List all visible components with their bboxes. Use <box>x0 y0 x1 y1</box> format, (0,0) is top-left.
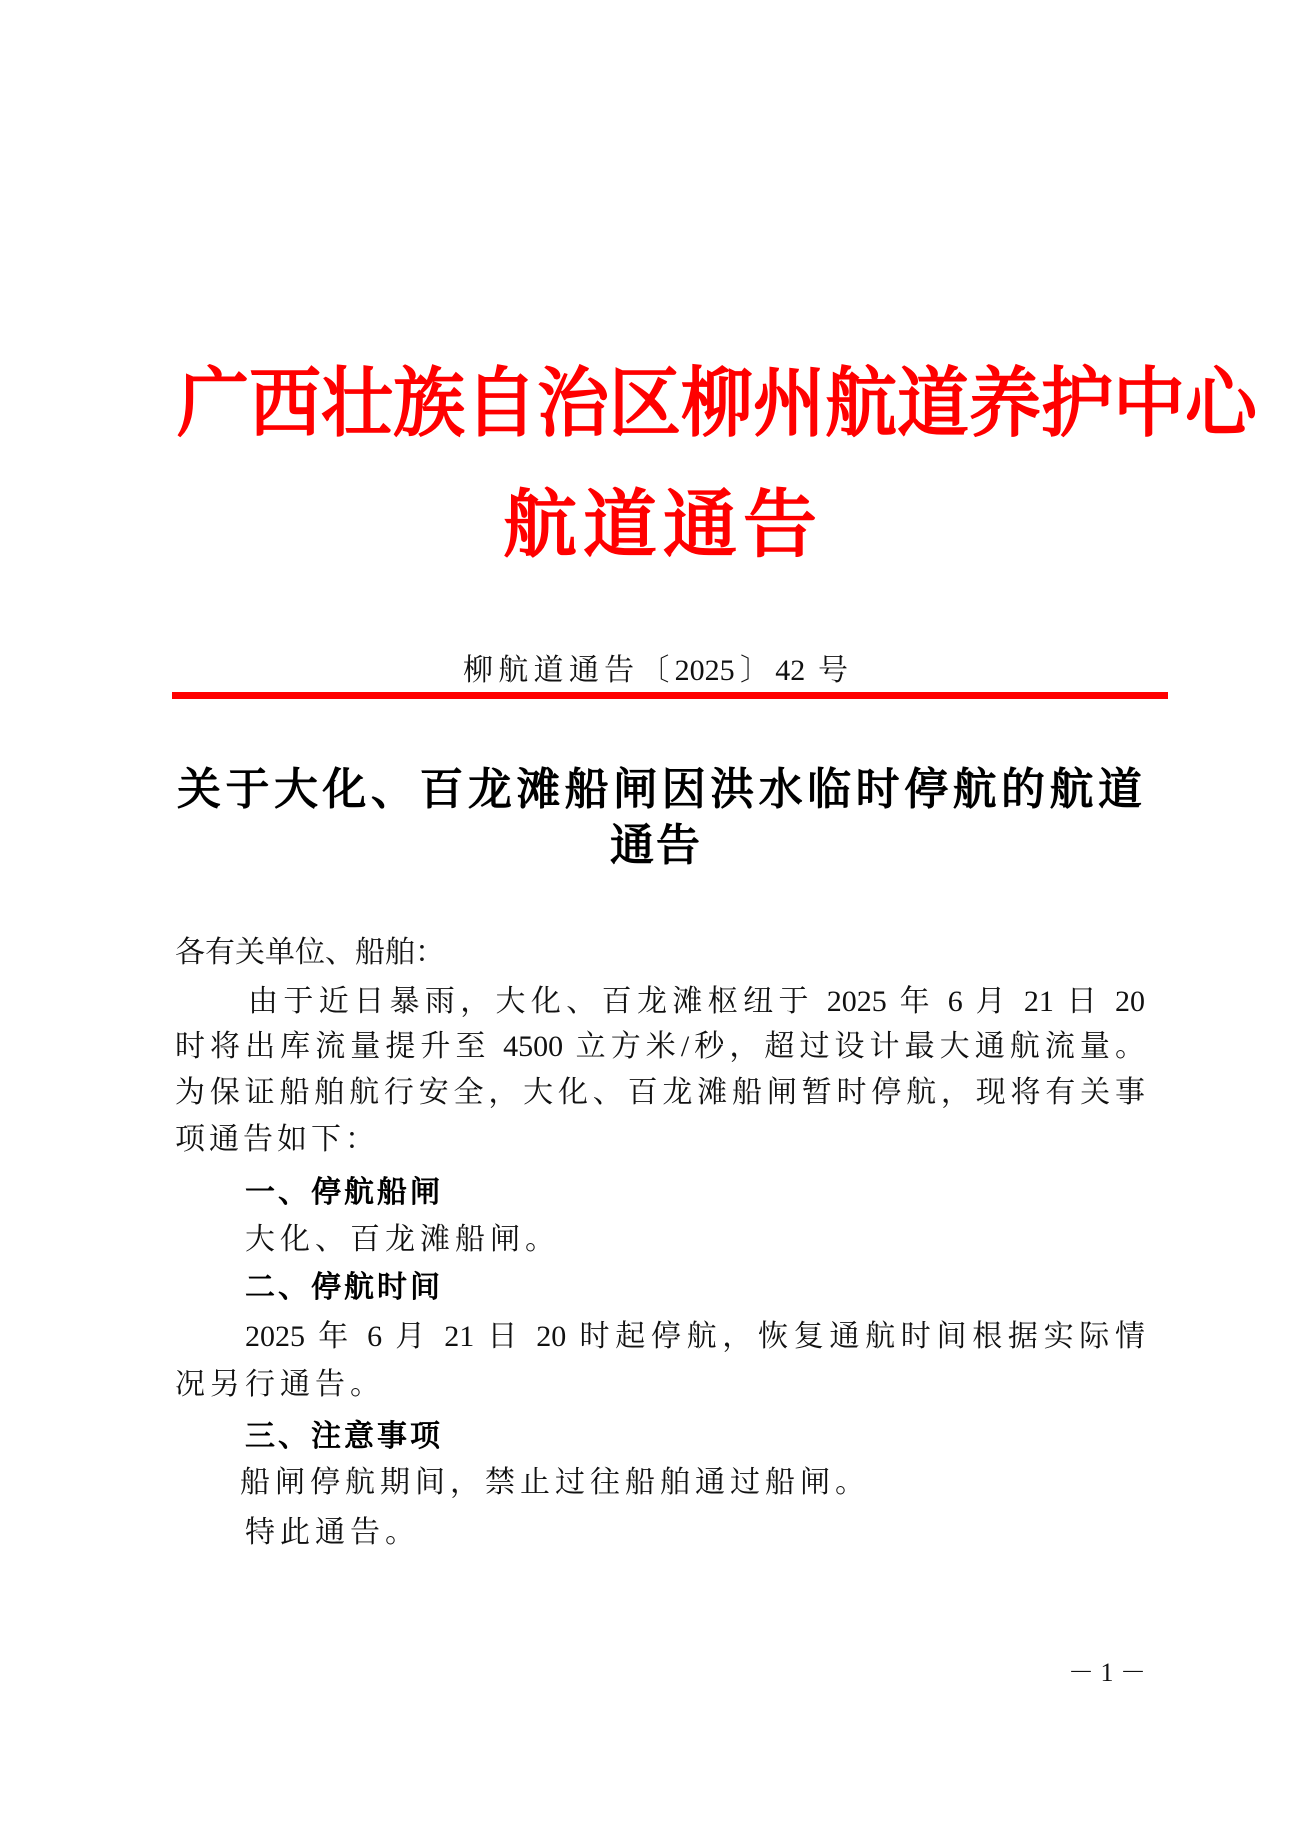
doc-type-title: 航道通告 <box>503 482 817 568</box>
org-title: 广西壮族自治区柳州航道养护中心 <box>177 357 1258 448</box>
doc-number: 柳航道通告〔2025〕42 号 <box>463 654 848 687</box>
subject-title-line-2: 通告 <box>610 820 700 871</box>
section-heading-1: 一、停航船闸 <box>245 1175 443 1210</box>
intro-line-3: 为保证船舶航行安全，大化、百龙滩船闸暂时停航，现将有关事 <box>175 1076 1145 1109</box>
intro-line-1: 由于近日暴雨，大化、百龙滩枢纽于 2025 年 6 月 21 日 20 <box>248 985 1145 1018</box>
subject-title-line-1: 关于大化、百龙滩船闸因洪水临时停航的航道 <box>177 764 1142 815</box>
salutation: 各有关单位、船舶： <box>175 936 445 969</box>
section-2-text-line-1: 2025 年 6 月 21 日 20 时起停航，恢复通航时间根据实际情 <box>245 1320 1145 1353</box>
section-heading-3: 三、注意事项 <box>245 1419 443 1454</box>
closing-text: 特此通告。 <box>245 1516 420 1549</box>
red-divider-rule <box>172 692 1168 699</box>
section-2-text-line-2: 况另行通告。 <box>175 1368 385 1401</box>
section-heading-2: 二、停航时间 <box>245 1270 443 1305</box>
intro-line-2: 时将出库流量提升至 4500 立方米/秒，超过设计最大通航流量。 <box>175 1030 1145 1063</box>
section-3-text: 船闸停航期间，禁止过往船舶通过船闸。 <box>240 1466 870 1499</box>
intro-line-4: 项通告如下： <box>175 1123 379 1156</box>
section-1-text: 大化、百龙滩船闸。 <box>245 1223 560 1256</box>
page-number: － 1 － <box>1068 1658 1147 1687</box>
